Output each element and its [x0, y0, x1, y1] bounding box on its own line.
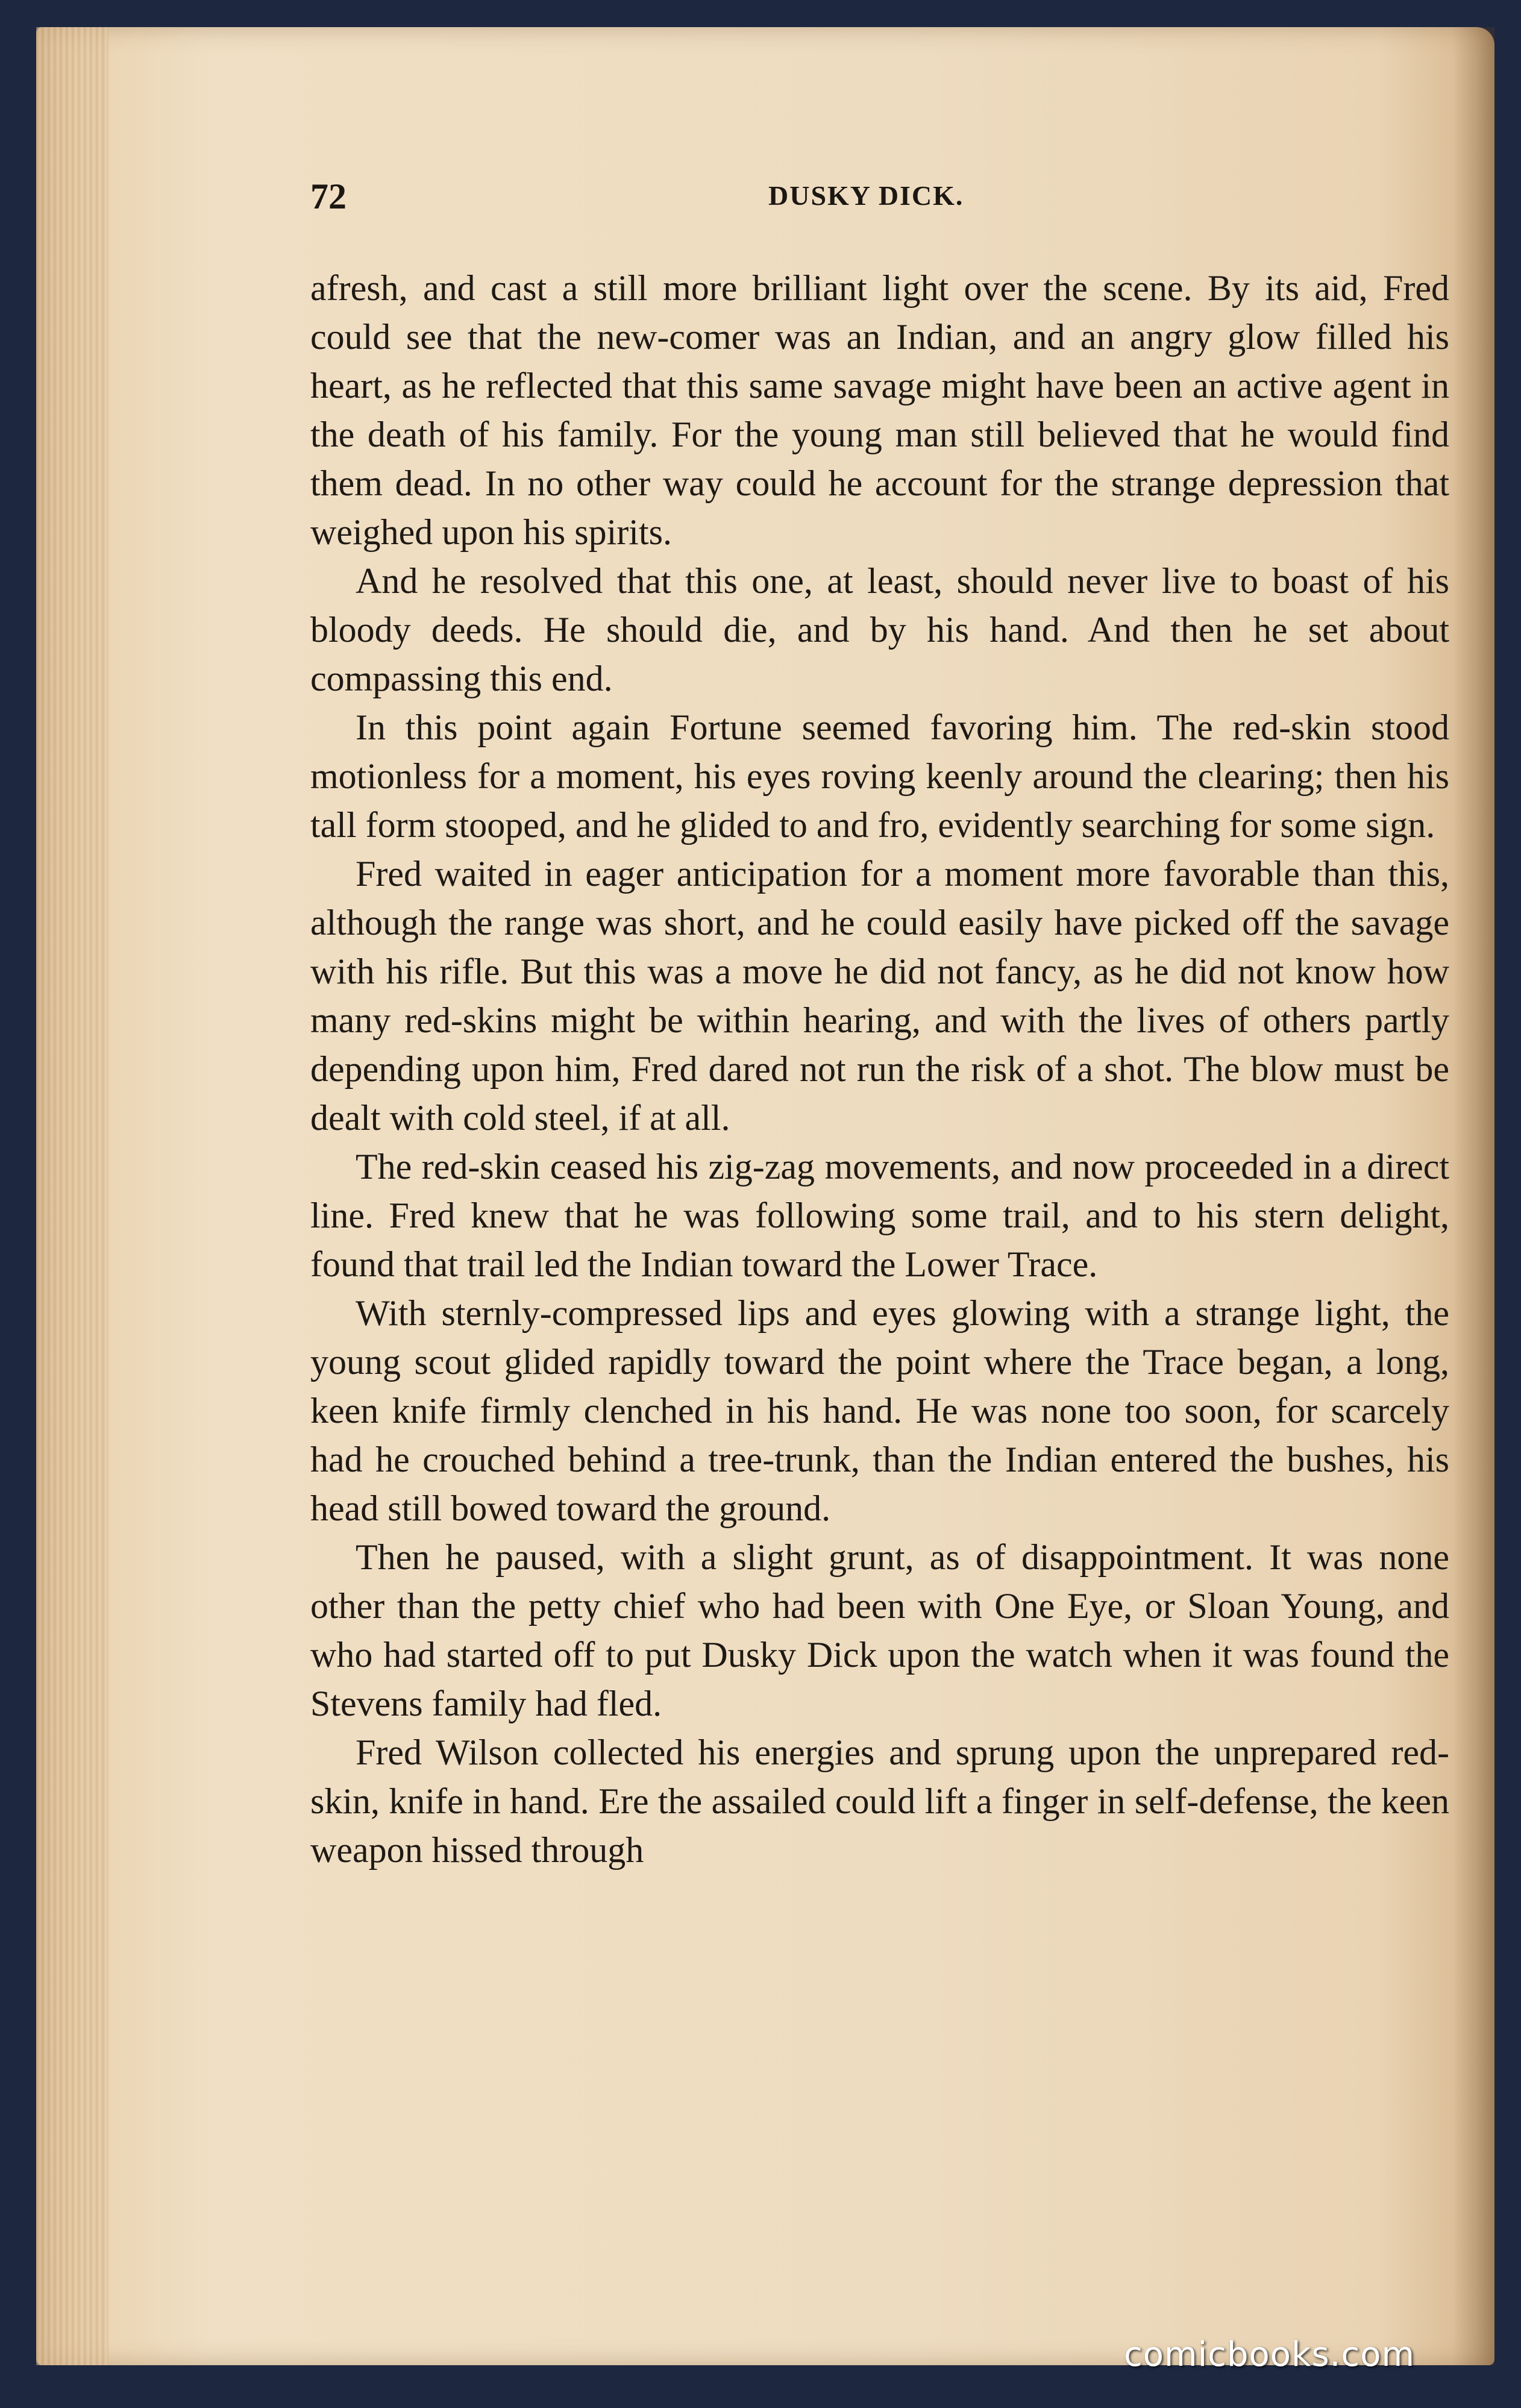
paragraph: With sternly-compressed lips and eyes glowing with a strange light, the young scout glided rapidly toward the point where the Trace began, a long, keen knife firmly clenched in his hand. He was none too soon, for scarcely had he crouched behind a tree-trunk, than the Indian entered the bushes, his head still bowed toward the ground.: [310, 1293, 1449, 1528]
paragraph: Then he paused, with a slight grunt, as of disappointment. It was none other than the petty chief who had been with One Eye, or Sloan Young, and who had started off to put Dusky Dick upon the watch when it was found the Stevens family had fled.: [310, 1537, 1449, 1723]
book-title: DUSKY DICK.: [768, 180, 964, 211]
paragraph: Fred Wilson collected his energies and sprung upon the unprepared red-skin, knife in hand. Ere the assailed could lift a finger in self-defense, the keen weapon hissed through: [310, 1732, 1449, 1870]
page-number: 72: [310, 177, 347, 216]
body-text: [310, 264, 1449, 1875]
running-head: [310, 176, 1455, 218]
paragraph: And he resolved that this one, at least, should never live to boast of his bloody deeds. He should die, and by his hand. And then he set about compassing this end.: [310, 561, 1449, 698]
paragraph: afresh, and cast a still more brilliant light over the scene. By its aid, Fred could see that the new-comer was an Indian, and an angry glow filled his heart, as he reflected that this same savage might have been an active agent in the death of his family. For the young man still believed that he would find them dead. In no other way could he account for the strange depression that weighed upon his spirits.: [310, 268, 1449, 552]
page-edges: [36, 27, 108, 2365]
paragraph: In this point again Fortune seemed favoring him. The red-skin stood motionless for a moment, his eyes roving keenly around the clearing; then his tall form stooped, and he glided to and fro, evidently searching for some sign.: [310, 707, 1449, 845]
gutter-shadow: [1452, 27, 1494, 2365]
watermark: comicbooks.com: [1124, 2335, 1416, 2374]
paragraph: The red-skin ceased his zig-zag movements, and now proceeded in a direct line. Fred knew that he was following some trail, and to his stern delight, found that trail led the Indian toward the Lower Trace.: [310, 1147, 1449, 1284]
paragraph: Fred waited in eager anticipation for a moment more favorable than this, although the range was short, and he could easily have picked off the savage with his rifle. But this was a move he did not fancy, as he did not know how many red-skins might be within hearing, and with the lives of others partly depending upon him, Fred dared not run the risk of a shot. The blow must be dealt with cold steel, if at all.: [310, 854, 1449, 1138]
